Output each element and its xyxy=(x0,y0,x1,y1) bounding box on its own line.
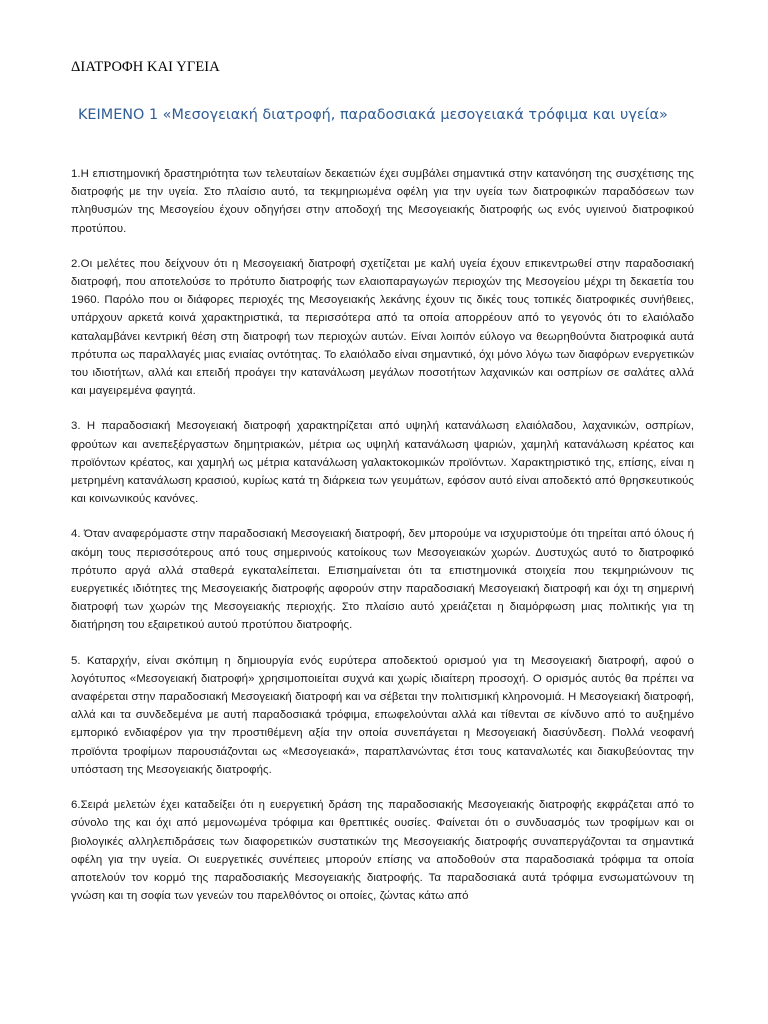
section-title: ΚΕΙΜΕΝΟ 1 «Μεσογειακή διατροφή, παραδοσιακά μεσογειακά τρόφιμα και υγεία» xyxy=(78,107,668,123)
document-body xyxy=(71,165,694,922)
document-heading: ΔΙΑΤΡΟΦΗ ΚΑΙ ΥΓΕΙΑ xyxy=(71,59,220,75)
paragraph-6: 6.Σειρά μελετών έχει καταδείξει ότι η ευεργετική δράση της παραδοσιακής Μεσογειακής διατροφής εκφράζεται από το σύνολο της και όχι από μεμονωμένα τρόφιμα και θρεπτικές ουσίες. Φαίνεται ότι ο συνδυασμός των τροφίμων και οι βιολογικές αλληλεπιδράσεις των διαφορετικών συστατικών της Μεσογειακής διατροφής συναπεργάζονται τα σημαντικά οφέλη για την υγεία. Οι ευεργετικές συνέπειες μπορούν επίσης να αποδοθούν στα παραδοσιακά τρόφιμα τα οποία αποτελούν τον κορμό της παραδοσιακής Μεσογειακής διατροφής. Τα παραδοσιακά αυτά τρόφιμα ενσωματώνουν τη γνώση και τη σοφία των γενεών του παρελθόντος οι οποίες, ζώντας κάτω από xyxy=(71,799,694,903)
paragraph-4: 4. Όταν αναφερόμαστε στην παραδοσιακή Μεσογειακή διατροφή, δεν μπορούμε να ισχυριστούμε ότι τηρείται από όλους ή ακόμη τους περισσότερους από τους σημερινούς κατοίκους των Μεσογειακών χωρών. Δυστυχώς αυτό το διατροφικό πρότυπο αργά αλλά σταθερά εγκαταλείπεται. Επισημαίνεται ότι τα επιστημονικά στοιχεία που τεκμηριώνουν τις ευεργετικές ιδιότητες της Μεσογειακής διατροφής αφορούν στην παραδοσιακή Μεσογειακή διατροφή και όχι τη σημερινή διατροφή των χωρών της Μεσογειακής περιοχής. Στο πλαίσιο αυτό χρειάζεται η διαμόρφωση μιας πολιτικής για τη διατήρηση του εξαιρετικού αυτού προτύπου διατροφής. xyxy=(71,528,694,632)
paragraph-3: 3. Η παραδοσιακή Μεσογειακή διατροφή χαρακτηρίζεται από υψηλή κατανάλωση ελαιόλαδου, λαχανικών, οσπρίων, φρούτων και ανεπεξέργαστων δημητριακών, μέτρια ως υψηλή κατανάλωση ψαριών, χαμηλή κατανάλωση κρέατος και προϊόντων κρέατος, και χαμηλή ως μέτρια κατανάλωση γαλακτοκομικών προϊόντων. Χαρακτηριστικό της, επίσης, είναι η μετρημένη κατανάλωση κρασιού, κυρίως κατά τη διάρκεια των γευμάτων, εφόσον αυτό είναι αποδεκτό από θρησκευτικούς και κοινωνικούς κανόνες. xyxy=(71,420,694,506)
paragraph-5: 5. Καταρχήν, είναι σκόπιμη η δημιουργία ενός ευρύτερα αποδεκτού ορισμού για τη Μεσογειακή διατροφή, αφού ο λογότυπος «Μεσογειακή διατροφή» χρησιμοποιείται συχνά και χωρίς ιδιαίτερη προσοχή. Ο ορισμός αυτός θα πρέπει να αναφέρεται στην παραδοσιακή Μεσογειακή διατροφή και να σέβεται την πολιτισμική κληρονομιά. Η Μεσογειακή διατροφή, αλλά και τα συνδεδεμένα με αυτή παραδοσιακά τρόφιμα, επωφελούνται αλλά και τίθενται σε κίνδυνο από το αυξημένο εμπορικό ενδιαφέρον για την προστιθέμενη αξία την οποία συνεπάγεται η Μεσογειακή διασύνδεση. Πολλά νεοφανή προϊόντα τροφίμων παρουσιάζονται ως «Μεσογειακά», παραπλανώντας έτσι τους καταναλωτές και διακυβεύοντας την υπόσταση της Μεσογειακής διατροφής. xyxy=(71,654,694,776)
paragraph-1: 1.Η επιστημονική δραστηριότητα των τελευταίων δεκαετιών έχει συμβάλει σημαντικά στην κατανόηση της συσχέτισης της διατροφής με την υγεία. Στο πλαίσιο αυτό, τα τεκμηριωμένα οφέλη για την υγεία των διατροφικών παραδόσεων των πληθυσμών της Μεσογείου έχουν οδηγήσει στην αποδοχή της Μεσογειακής διατροφής ως ενός υγιεινού διατροφικού προτύπου. xyxy=(71,168,694,235)
paragraph-2: 2.Οι μελέτες που δείχνουν ότι η Μεσογειακή διατροφή σχετίζεται με καλή υγεία έχουν επικεντρωθεί στην παραδοσιακή διατροφή, που αποτελούσε το πρότυπο διατροφής των ελαιοπαραγωγών περιοχών της Μεσογείου μέχρι τη δεκαετία του 1960. Παρόλο που οι διάφορες περιοχές της Μεσογειακής λεκάνης έχουν τις δικές τους τοπικές διατροφικές συνήθειες, υπάρχουν αρκετά κοινά χαρακτηριστικά, τα περισσότερα από τα οποία απορρέουν από το γεγονός ότι το ελαιόλαδο καταλαμβάνει κεντρική θέση στη διατροφή των περιοχών αυτών. Είναι λοιπόν εύλογο να θεωρηθούντα διατροφικά αυτά πρότυπα ως παραλλαγές μιας ενιαίας οντότητας. Το ελαιόλαδο είναι σημαντικό, όχι μόνο λόγω των διαφόρων ενεργετικών του ιδιοτήτων, αλλά και επειδή προάγει την κατανάλωση μεγάλων ποσοτήτων λαχανικών και οσπρίων σε σαλάτες αλλά και μαγειρεμένα φαγητά. xyxy=(71,257,694,398)
